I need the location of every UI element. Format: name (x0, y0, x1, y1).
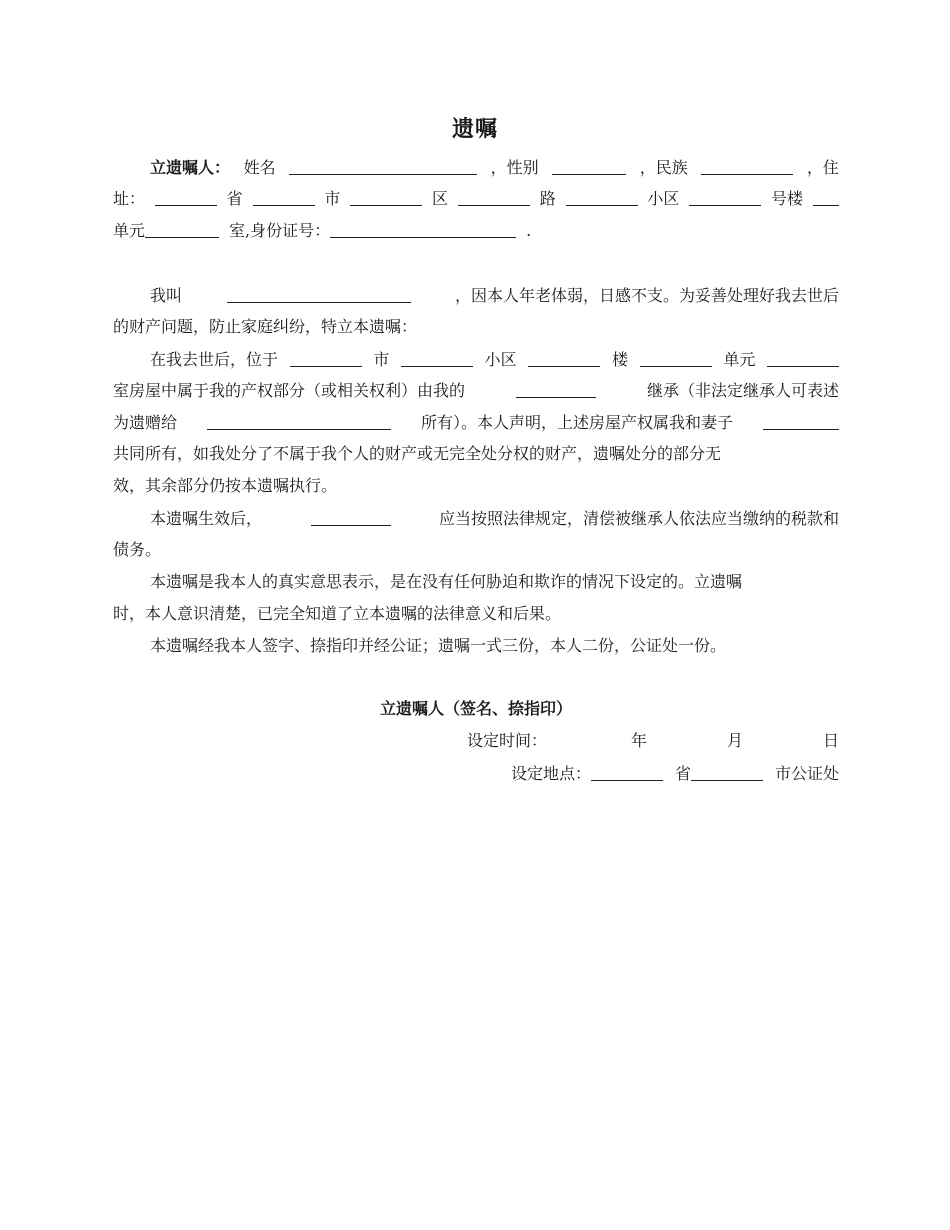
name-field[interactable] (289, 157, 477, 175)
day-label: 日 (822, 731, 839, 750)
p2-text-b: 室房屋中属于我的产权部分（或相关权利）由我的 (113, 381, 466, 400)
p4-line-2 (113, 602, 839, 626)
p2-text-f: 共同所有，如我处分了不属于我个人的财产或无完全处分权的财产，遗嘱处分的部分无 (113, 444, 722, 463)
place-field-1[interactable] (591, 763, 663, 781)
p1-line-1 (150, 283, 839, 307)
p1-text-a: 我叫 (150, 286, 183, 305)
spouse-field[interactable] (763, 412, 839, 430)
p2-community: 小区 (484, 350, 517, 369)
id-number-field[interactable] (330, 220, 516, 238)
city-label: 市 (324, 189, 341, 208)
p3-line-2 (113, 538, 839, 562)
address-label-a: ，住 (806, 158, 839, 177)
p2-building: 楼 (611, 350, 628, 369)
p1-text-b: ，因本人年老体弱，日感不支。为妥善处理好我去世后 (454, 286, 839, 305)
gender-field[interactable] (552, 157, 626, 175)
building-field[interactable] (813, 188, 839, 206)
p5-text: 本遗嘱经我本人签字、捺指印并经公证；遗嘱一式三份，本人二份，公证处一份。 (150, 636, 727, 655)
p2-text-c: 继承（非法定继承人可表述 (646, 381, 839, 400)
p2-line-4 (113, 442, 839, 466)
p3-line-1 (150, 506, 839, 530)
province-field[interactable] (253, 188, 315, 206)
p2-community-field[interactable] (528, 349, 600, 367)
p2-line-5 (113, 474, 839, 498)
place-city-notary: 市公证处 (774, 764, 839, 783)
heir-field[interactable] (516, 380, 596, 398)
name-label: 姓名 (243, 158, 276, 177)
year-label: 年 (630, 731, 647, 750)
community-field[interactable] (689, 188, 761, 206)
legatee-field[interactable] (207, 412, 391, 430)
p4-text-b: 时，本人意识清楚，已完全知道了立本遗嘱的法律意义和后果。 (113, 604, 562, 623)
place-label: 设定地点： (510, 764, 591, 783)
ethnicity-field[interactable] (701, 157, 793, 175)
city-field[interactable] (350, 188, 422, 206)
address-label-b: 址： (113, 189, 146, 208)
p2-text-g: 效，其余部分仍按本遗嘱执行。 (113, 476, 338, 495)
date-line (113, 729, 839, 753)
place-field-2[interactable] (691, 763, 763, 781)
p3-text-b: 应当按照法律规定，清偿被继承人依法应当缴纳的税款和 (438, 509, 839, 528)
p2-location-field[interactable] (290, 349, 362, 367)
district-field[interactable] (458, 188, 530, 206)
building-label: 号楼 (771, 189, 804, 208)
p2-unit-field[interactable] (767, 349, 839, 367)
district-label: 区 (432, 189, 449, 208)
p2-line-3 (113, 410, 839, 434)
p2-text-d: 为遗赠给 (113, 413, 178, 432)
road-field[interactable] (566, 188, 638, 206)
p1-line-2 (113, 315, 839, 339)
header-end: . (526, 221, 532, 240)
p4-text-a: 本遗嘱是我本人的真实意思表示，是在没有任何胁迫和欺诈的情况下设定的。立遗嘱 (150, 572, 743, 591)
month-label: 月 (726, 731, 743, 750)
p2-city: 市 (373, 350, 390, 369)
room-id-label: 室,身份证号： (229, 221, 331, 240)
testator-line-3 (113, 218, 839, 242)
ethnicity-label: ，民族 (639, 158, 688, 177)
p2-building-field[interactable] (640, 349, 712, 367)
p2-city-field[interactable] (401, 349, 473, 367)
document-title: 遗嘱 (451, 116, 498, 142)
date-label: 设定时间： (466, 731, 547, 750)
p2-text-a: 在我去世后，位于 (150, 350, 279, 369)
p4-line-1 (150, 570, 839, 594)
p2-unit: 单元 (723, 350, 756, 369)
unit-label: 单元 (113, 221, 146, 240)
p5-line-1 (150, 634, 839, 658)
p1-text-c: 的财产问题，防止家庭纠纷，特立本遗嘱： (113, 317, 418, 336)
community-label: 小区 (647, 189, 680, 208)
road-label: 路 (539, 189, 556, 208)
unit-field[interactable] (145, 220, 219, 238)
testator-line-1 (150, 155, 839, 179)
gender-label: ，性别 (490, 158, 539, 177)
p3-text-c: 债务。 (113, 540, 162, 559)
p2-line-2 (113, 378, 839, 402)
self-name-field[interactable] (227, 285, 411, 303)
signature-label: 立遗嘱人（签名、捺指印） (379, 699, 572, 718)
p2-line-1 (150, 347, 839, 371)
executor-field[interactable] (311, 508, 391, 526)
testator-label: 立遗嘱人： (150, 158, 231, 177)
p2-text-e: 所有）。本人声明，上述房屋产权属我和妻子 (420, 413, 733, 432)
place-province: 省 (674, 764, 691, 783)
testator-line-2 (113, 186, 839, 210)
p3-text-a: 本遗嘱生效后， (150, 509, 263, 528)
province-label: 省 (226, 189, 243, 208)
address-field-1[interactable] (155, 188, 217, 206)
signature-label-line (113, 697, 839, 721)
place-line (113, 761, 839, 785)
